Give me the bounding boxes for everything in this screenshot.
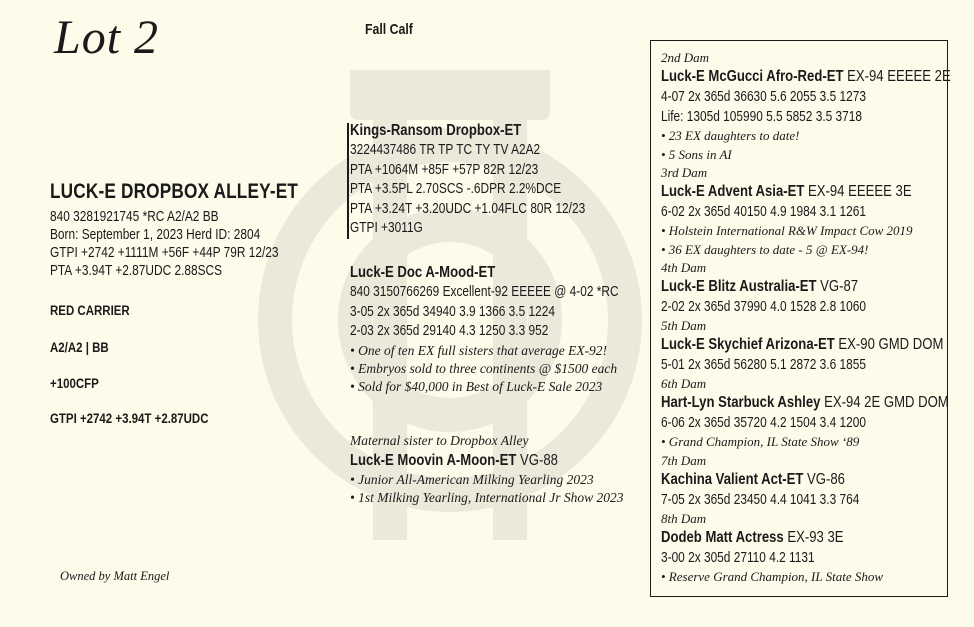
animal-info [50,180,353,280]
dam-3-record: 6-02 2x 365d 40150 4.9 1984 3.1 1261 [661,204,866,220]
sire-name: Kings-Ransom Dropbox-ET [350,122,522,139]
lot-title: Lot 2 [54,11,160,64]
subtitle: Fall Calf [365,21,413,38]
dam-5-record: 5-01 2x 365d 56280 5.1 2872 3.6 1855 [661,357,866,373]
dam-6-record: 6-06 2x 365d 35720 4.2 1504 3.4 1200 [661,415,866,431]
dam-4-label: 4th Dam [661,260,707,275]
animal-line: Born: September 1, 2023 Herd ID: 2804 [50,227,261,243]
dam-4-name: Luck-E Blitz Australia-ET [661,278,817,295]
dam-7-score: VG-86 [803,470,845,488]
dam-2-note: • 5 Sons in AI [661,146,732,162]
dam-3-note: • Holstein International R&W Impact Cow 2019 [661,223,913,238]
dam-5-score: EX-90 GMD DOM [834,336,944,353]
dam-3-score: EX-94 EEEEE 3E [804,183,912,200]
pedigree-box [650,40,951,597]
owned-by: Owned by Matt Engel [60,569,170,583]
dam-note: • Embryos sold to three continents @ $1500 each [350,360,618,376]
sire-info [350,120,637,239]
dam-2-record: 4-07 2x 365d 36630 5.6 2055 3.5 1273 [661,89,866,105]
highlight-cfp: +100CFP [50,376,99,391]
animal-line: GTPI +2742 +1111M +56F +44P 79R 12/23 [50,245,279,261]
dam-6-label: 6th Dam [661,376,707,391]
dam-3-note: • 36 EX daughters to date - 5 @ EX-94! [661,241,869,257]
maternal-sister-note: • Junior All-American Milking Yearling 2023 [350,472,594,487]
dam-5-name: Luck-E Skychief Arizona-ET [661,336,835,353]
dam-7-label: 7th Dam [661,452,707,468]
dam-6-note: • Grand Champion, IL State Show ‘89 [661,434,860,449]
highlight-red-carrier: RED CARRIER [50,303,130,318]
maternal-sister-score: VG-88 [516,452,558,469]
animal-line: PTA +3.94T +2.87UDC 2.88SCS [50,263,223,279]
dam-4-score: VG-87 [816,278,859,295]
dam-2-label: 2nd Dam [661,50,710,65]
sire-line: 3224437486 TR TP TC TY TV A2A2 [350,142,541,158]
dam-2-name: Luck-E McGucci Afro-Red-ET [661,68,844,85]
sire-line: PTA +3.5PL 2.70SCS -.6DPR 2.2%DCE [350,181,562,197]
dam-line: 840 3150766269 Excellent-92 EEEEE @ 4-02 *RC [350,284,619,300]
dam-4-record: 2-02 2x 365d 37990 4.0 1528 2.8 1060 [661,299,866,315]
dam-8-label: 8th Dam [661,510,707,526]
maternal-sister-name: Luck-E Moovin A-Moon-ET [350,452,517,469]
dam-name: Luck-E Doc A-Mood-ET [350,264,496,281]
sire-line: GTPI +3011G [350,220,423,236]
dam-note: • Sold for $40,000 in Best of Luck-E Sale 2023 [350,378,603,394]
highlight-a2-bb: A2/A2 | BB [50,340,109,355]
dam-line: 2-03 2x 365d 29140 4.3 1250 3.3 952 [350,323,549,339]
dam-8-record: 3-00 2x 305d 27110 4.2 1131 [661,549,815,566]
dam-3-label: 3rd Dam [661,165,708,180]
maternal-sister-info [350,432,623,507]
dam-2-score: EX-94 EEEEE 2E [843,68,951,85]
dam-8-name: Dodeb Matt Actress [661,528,784,546]
dam-5-label: 5th Dam [661,318,707,333]
sire-line: PTA +1064M +85F +57P 82R 12/23 [350,161,539,178]
dam-7-name: Kachina Valient Act-ET [661,470,804,488]
highlight-gtpi: GTPI +2742 +3.94T +2.87UDC [50,411,209,426]
sire-line: PTA +3.24T +3.20UDC +1.04FLC 80R 12/23 [350,200,586,217]
animal-name: LUCK-E DROPBOX ALLEY-ET [50,180,299,203]
sire-divider [347,123,349,239]
dam-2-record: Life: 1305d 105990 5.5 5852 3.5 3718 [661,109,863,125]
dam-8-note: • Reserve Grand Champion, IL State Show [661,568,884,584]
maternal-sister-note: • 1st Milking Yearling, International Jr Show 2023 [350,490,624,505]
dam-line: 3-05 2x 365d 34940 3.9 1366 3.5 1224 [350,303,555,320]
dam-8-score: EX-93 3E [783,528,844,546]
dam-note: • One of ten EX full sisters that average EX-92! [350,342,608,358]
dam-info [350,262,677,396]
dam-6-score: EX-94 2E GMD DOM [820,394,949,411]
dam-3-name: Luck-E Advent Asia-ET [661,183,805,200]
maternal-sister-intro: Maternal sister to Dropbox Alley [350,433,529,448]
dam-7-record: 7-05 2x 365d 23450 4.4 1041 3.3 764 [661,491,860,508]
animal-line: 840 3281921745 *RC A2/A2 BB [50,209,219,225]
dam-6-name: Hart-Lyn Starbuck Ashley [661,394,821,411]
dam-2-note: • 23 EX daughters to date! [661,128,800,143]
